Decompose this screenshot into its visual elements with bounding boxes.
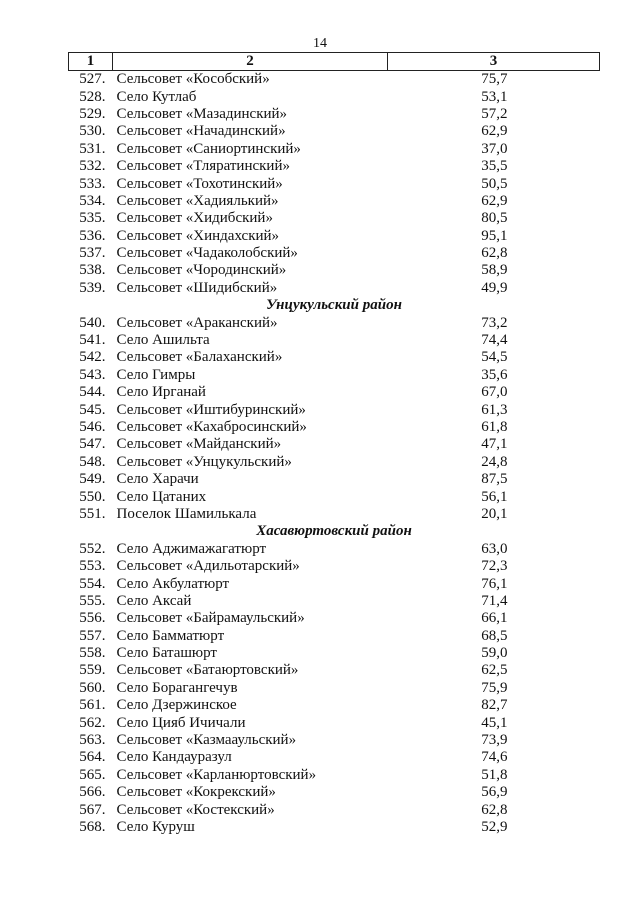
row-value: 62,8 [481, 801, 508, 818]
table-row [69, 71, 600, 89]
row-number: 560. [79, 679, 106, 696]
settlement-name: Село Ашильта [116, 332, 210, 349]
row-value: 56,9 [481, 784, 508, 801]
row-value: 24,8 [481, 453, 508, 470]
row-value: 71,4 [481, 592, 508, 609]
column-header-1: 1 [69, 53, 113, 71]
row-number: 530. [79, 123, 106, 140]
settlement-name: Сельсовет «Шидибский» [116, 279, 278, 296]
row-value: 52,9 [481, 818, 508, 835]
row-number: 532. [79, 158, 106, 175]
settlement-name: Сельсовет «Унцукульский» [116, 453, 292, 470]
settlement-name: Сельсовет «Батаюртовский» [116, 662, 299, 679]
section-heading: Унцукульский район [266, 297, 402, 314]
row-value: 53,1 [481, 88, 508, 105]
row-value: 63,0 [481, 540, 508, 557]
settlement-name: Сельсовет «Араканский» [116, 314, 278, 331]
row-value: 68,5 [481, 627, 508, 644]
settlement-name: Сельсовет «Костекский» [116, 801, 275, 818]
header-row [69, 53, 600, 71]
row-value: 62,8 [481, 245, 508, 262]
row-number: 528. [79, 88, 106, 105]
row-value: 73,2 [481, 314, 508, 331]
row-number: 567. [79, 801, 106, 818]
settlement-name: Сельсовет «Майданский» [116, 436, 282, 453]
settlement-name: Сельсовет «Чородинский» [116, 262, 287, 279]
table-row [69, 749, 600, 766]
table-row [69, 280, 600, 297]
settlement-name: Село Аджимажагатюрт [116, 540, 267, 557]
row-number: 558. [79, 645, 106, 662]
row-value: 50,5 [481, 175, 508, 192]
row-value: 73,9 [481, 732, 508, 749]
settlement-name: Село Баташюрт [116, 645, 217, 662]
row-value: 57,2 [481, 105, 508, 122]
table-row [69, 558, 600, 575]
table-row [69, 367, 600, 384]
table-row [69, 88, 600, 105]
row-value: 66,1 [481, 610, 508, 627]
row-number: 543. [79, 366, 106, 383]
row-value: 47,1 [481, 436, 508, 453]
settlement-name: Сельсовет «Тохотинский» [116, 175, 283, 192]
table-row [69, 262, 600, 279]
row-value: 56,1 [481, 488, 508, 505]
settlement-name: Сельсовет «Иштибуринский» [116, 401, 306, 418]
table-row [69, 175, 600, 192]
row-number: 531. [79, 140, 106, 157]
row-number: 563. [79, 732, 106, 749]
table-row [69, 106, 600, 123]
table-row [69, 506, 600, 523]
table-row [69, 697, 600, 714]
table-row [69, 541, 600, 558]
table-row [69, 801, 600, 818]
table-row [69, 141, 600, 158]
row-number: 542. [79, 349, 106, 366]
row-number: 551. [79, 505, 106, 522]
settlement-name: Сельсовет «Саниортинский» [116, 140, 301, 157]
table-row [69, 158, 600, 175]
row-value: 67,0 [481, 384, 508, 401]
row-number: 556. [79, 610, 106, 627]
table-row [69, 767, 600, 784]
settlement-name: Село Аксай [116, 592, 192, 609]
settlement-name: Село Цияб Ичичали [116, 714, 246, 731]
table-row [69, 662, 600, 679]
row-number: 545. [79, 401, 106, 418]
row-number: 538. [79, 262, 106, 279]
settlement-name: Сельсовет «Хидибский» [116, 210, 273, 227]
row-number: 537. [79, 245, 106, 262]
settlement-name: Сельсовет «Начадинский» [116, 123, 286, 140]
table-row [69, 454, 600, 471]
row-value: 95,1 [481, 227, 508, 244]
table-row [69, 488, 600, 505]
row-number: 557. [79, 627, 106, 644]
row-number: 552. [79, 540, 106, 557]
settlement-name: Село Куруш [116, 818, 195, 835]
settlement-name: Сельсовет «Кахабросинский» [116, 419, 307, 435]
row-value: 45,1 [481, 714, 508, 731]
table-row [69, 680, 600, 697]
section-heading-row [69, 297, 600, 314]
table-row [69, 332, 600, 349]
row-number: 535. [79, 210, 106, 227]
table-row [69, 436, 600, 453]
row-number: 550. [79, 488, 106, 505]
row-value: 82,7 [481, 697, 508, 714]
settlement-name: Сельсовет «Кокрекский» [116, 784, 276, 801]
settlement-name: Село Акбулатюрт [116, 575, 230, 592]
section-heading: Хасавюртовский район [256, 523, 412, 540]
settlement-name: Сельсовет «Чадаколобский» [116, 245, 298, 262]
row-value: 54,5 [481, 349, 508, 366]
table-row [69, 575, 600, 592]
column-header-2: 2 [113, 53, 388, 71]
settlement-name: Поселок Шамилькала [116, 505, 257, 522]
row-number: 547. [79, 436, 106, 453]
row-value: 58,9 [481, 262, 508, 279]
row-value: 61,3 [481, 401, 508, 418]
table-row [69, 714, 600, 731]
row-value: 87,5 [481, 471, 508, 488]
table-row [69, 349, 600, 366]
settlement-name: Село Кутлаб [116, 88, 197, 105]
row-value: 74,6 [481, 749, 508, 766]
table-row [69, 228, 600, 245]
table-row [69, 401, 600, 418]
table-row [69, 123, 600, 140]
row-value: 72,3 [481, 558, 508, 575]
settlement-name: Сельсовет «Хиндахский» [116, 227, 280, 244]
row-value: 35,6 [481, 366, 508, 383]
settlement-name: Село Гимры [116, 366, 196, 383]
row-number: 566. [79, 784, 106, 801]
settlement-name: Село Бамматюрт [116, 627, 225, 644]
table-row [69, 419, 600, 436]
row-value: 35,5 [481, 158, 508, 175]
row-number: 527. [79, 71, 106, 88]
row-value: 75,7 [481, 71, 508, 88]
table-row [69, 210, 600, 227]
settlement-name: Сельсовет «Адильотарский» [116, 558, 300, 575]
table-row [69, 784, 600, 801]
row-value: 49,9 [481, 279, 508, 296]
table-body [69, 71, 600, 837]
row-number: 546. [79, 419, 106, 435]
row-value: 80,5 [481, 210, 508, 227]
settlement-name: Село Харачи [116, 471, 199, 488]
row-number: 564. [79, 749, 106, 766]
page-number: 14 [313, 36, 327, 51]
row-number: 549. [79, 471, 106, 488]
section-heading-row [69, 523, 600, 540]
row-number: 559. [79, 662, 106, 679]
column-header-3: 3 [388, 53, 600, 71]
row-number: 533. [79, 175, 106, 192]
row-number: 562. [79, 714, 106, 731]
row-value: 62,9 [481, 192, 508, 209]
row-number: 529. [79, 105, 106, 122]
table-row [69, 245, 600, 262]
row-number: 548. [79, 453, 106, 470]
table-row [69, 732, 600, 749]
row-number: 539. [79, 279, 106, 296]
table-row [69, 610, 600, 627]
row-number: 555. [79, 592, 106, 609]
row-number: 536. [79, 227, 106, 244]
row-value: 51,8 [481, 766, 508, 783]
row-number: 541. [79, 332, 106, 349]
settlement-name: Село Дзержинское [116, 697, 237, 714]
settlement-name: Сельсовет «Кособский» [116, 71, 270, 88]
row-value: 62,5 [481, 662, 508, 679]
table-row [69, 193, 600, 210]
settlement-name: Сельсовет «Хадиялький» [116, 192, 279, 209]
row-value: 76,1 [481, 575, 508, 592]
row-number: 565. [79, 766, 106, 783]
settlement-name: Село Кандауразул [116, 749, 232, 766]
settlement-name: Сельсовет «Балаханский» [116, 349, 283, 366]
settlement-name: Сельсовет «Байрамаульский» [116, 610, 305, 627]
table-row [69, 314, 600, 331]
row-value: 62,9 [481, 123, 508, 140]
row-value: 61,8 [481, 419, 508, 435]
table-row [69, 819, 600, 836]
row-value: 20,1 [481, 505, 508, 522]
settlement-name: Сельсовет «Карланюртовский» [116, 766, 317, 783]
settlement-name: Сельсовет «Мазадинский» [116, 105, 288, 122]
table-row [69, 645, 600, 662]
table-row [69, 384, 600, 401]
settlement-name: Сельсовет «Казмааульский» [116, 732, 297, 749]
row-number: 544. [79, 384, 106, 401]
row-value: 74,4 [481, 332, 508, 349]
row-number: 561. [79, 697, 106, 714]
table-row [69, 628, 600, 645]
row-value: 59,0 [481, 645, 508, 662]
settlement-name: Село Цатаних [116, 488, 207, 505]
data-table [68, 52, 600, 836]
settlement-name: Сельсовет «Тляратинский» [116, 158, 290, 175]
settlement-name: Село Борагангечув [116, 679, 238, 696]
table-row [69, 471, 600, 488]
settlement-name: Село Ирганай [116, 384, 206, 401]
row-number: 534. [79, 192, 106, 209]
data-table-container [68, 52, 599, 836]
table-row [69, 593, 600, 610]
row-number: 540. [79, 314, 106, 331]
row-number: 553. [79, 558, 106, 575]
row-number: 554. [79, 575, 106, 592]
row-number: 568. [79, 818, 106, 835]
row-value: 75,9 [481, 679, 508, 696]
row-value: 37,0 [481, 140, 508, 157]
